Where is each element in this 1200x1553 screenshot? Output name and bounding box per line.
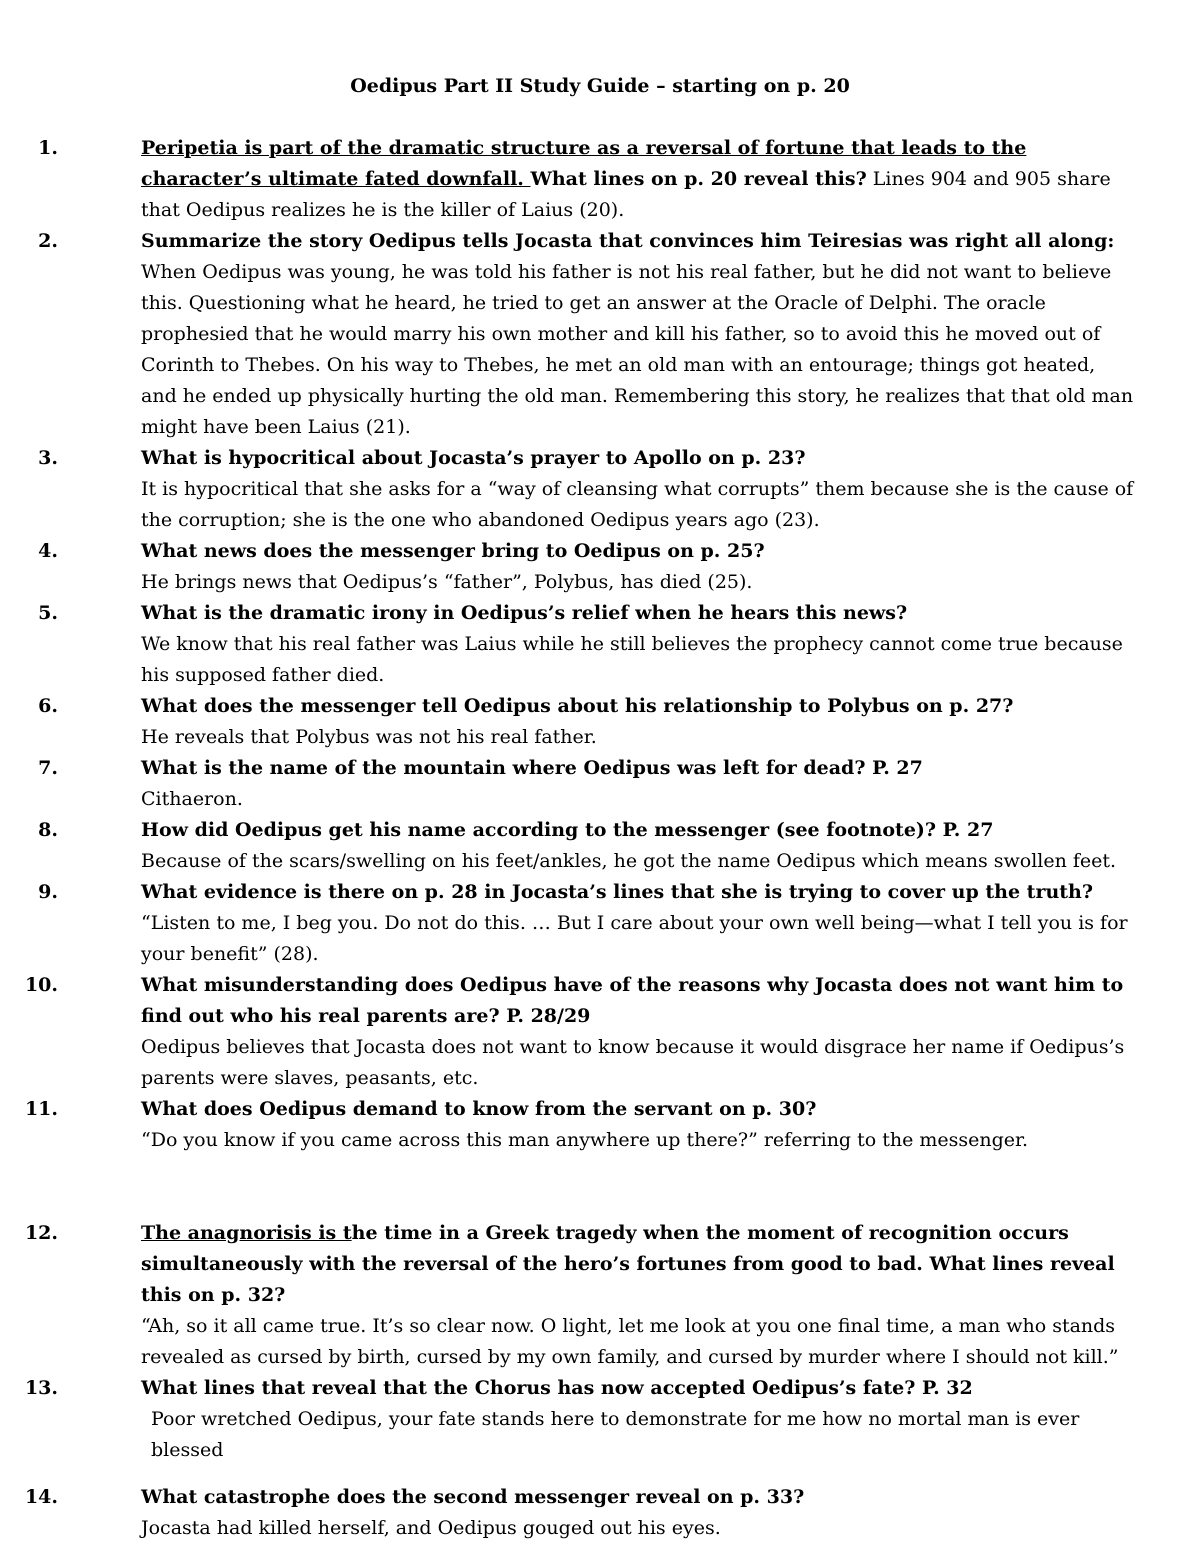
question: What lines on p. 20 reveal this?: [530, 168, 867, 190]
list-item: [0, 226, 1136, 443]
question: What does Oedipus demand to know from the servant on p. 30?: [141, 1098, 817, 1120]
answer: He reveals that Polybus was not his real father.: [141, 726, 597, 748]
question-underlined: The anagnorisis is t: [141, 1222, 352, 1244]
question: Summarize the story Oedipus tells Jocasta that convinces him Teiresias was right all along:: [141, 230, 1115, 252]
answer: Oedipus believes that Jocasta does not want to know because it would disgrace her name if Oedipus’s parents were slaves, peasants, etc.: [141, 1036, 1125, 1089]
answer: “Ah, so it all came true. It’s so clear now. O light, let me look at you one final time, a man who stands revealed as cursed by birth, cursed by my own family, and cursed by murder where I should not kill.”: [141, 1315, 1119, 1368]
list-item: [0, 1373, 1136, 1466]
question: How did Oedipus get his name according to the messenger (see footnote)? P. 27: [141, 819, 994, 841]
spacer: [0, 1466, 1200, 1482]
item-number: 12.: [24, 1222, 58, 1244]
question: What is the dramatic irony in Oedipus’s relief when he hears this news?: [141, 602, 908, 624]
item-number: 11.: [24, 1098, 58, 1120]
list-item: [0, 1218, 1136, 1373]
list-item: [0, 133, 1136, 226]
item-number: 9.: [38, 881, 58, 903]
answer: Cithaeron.: [141, 788, 243, 810]
page-title: Oedipus Part II Study Guide – starting on p. 20: [350, 75, 850, 97]
question: What is hypocritical about Jocasta’s prayer to Apollo on p. 23?: [141, 447, 806, 469]
answer: He brings news that Oedipus’s “father”, Polybus, has died (25).: [141, 571, 753, 593]
question: What catastrophe does the second messenger reveal on p. 33?: [141, 1486, 805, 1508]
question: What misunderstanding does Oedipus have of the reasons why Jocasta does not want him to find out who his real parents are? P. 28/29: [141, 974, 1124, 1027]
list-item: [0, 536, 1136, 598]
answer: Jocasta had killed herself, and Oedipus gouged out his eyes.: [141, 1517, 721, 1539]
item-number: 10.: [24, 974, 58, 996]
answer: “Listen to me, I beg you. Do not do this. … But I care about your own well being—what I tell you is for your benefit” (28).: [141, 912, 1128, 965]
list-item: [0, 753, 1136, 815]
answer: When Oedipus was young, he was told his father is not his real father, but he did not want to believe this. Questioning what he heard, he tried to get an answer at the Oracle of Delphi. The oracle prophesied that he would marry his own mother and kill his father, so to avoid this he moved out of Corinth to Thebes. On his way to Thebes, he met an old man with an entourage; things got heated, and he ended up physically hurting the old man. Remembering this story, he realizes that that old man might have been Laius (21).: [141, 261, 1134, 438]
spacer: [0, 1156, 1200, 1218]
list-item: [0, 443, 1136, 536]
question-underlined: Peripetia is part of the dramatic structure as a reversal of fortune that leads to the character’s ultimate fated downfall.: [141, 137, 1027, 190]
item-number: 1.: [38, 137, 58, 159]
item-number: 3.: [38, 447, 58, 469]
list-item: [0, 815, 1136, 877]
answer: Poor wretched Oedipus, your fate stands here to demonstrate for me how no mortal man is ever blessed: [151, 1408, 1080, 1461]
item-number: 6.: [38, 695, 58, 717]
item-number: 14.: [24, 1486, 58, 1508]
answer: It is hypocritical that she asks for a “way of cleansing what corrupts” them because she is the cause of the corruption; she is the one who abandoned Oedipus years ago (23).: [141, 478, 1134, 531]
item-number: 5.: [38, 602, 58, 624]
list-item: [0, 877, 1136, 970]
list-item: [0, 1482, 1136, 1544]
question-list: [0, 133, 1200, 1544]
answer: We know that his real father was Laius while he still believes the prophecy cannot come true because his supposed father died.: [141, 633, 1123, 686]
question: What news does the messenger bring to Oedipus on p. 25?: [141, 540, 765, 562]
question: What does the messenger tell Oedipus about his relationship to Polybus on p. 27?: [141, 695, 1014, 717]
answer: “Do you know if you came across this man anywhere up there?” referring to the messenger.: [141, 1129, 1029, 1151]
item-number: 8.: [38, 819, 58, 841]
answer: Lines 904 and 905 share that Oedipus realizes he is the killer of Laius (20).: [141, 168, 1111, 221]
question: What evidence is there on p. 28 in Jocasta’s lines that she is trying to cover up the truth?: [141, 881, 1093, 903]
answer: Because of the scars/swelling on his feet/ankles, he got the name Oedipus which means swollen feet.: [141, 850, 1117, 872]
question: What lines that reveal that the Chorus has now accepted Oedipus’s fate? P. 32: [141, 1377, 973, 1399]
item-number: 2.: [38, 230, 58, 252]
item-number: 7.: [38, 757, 58, 779]
list-item: [0, 1094, 1136, 1156]
item-number: 4.: [38, 540, 58, 562]
list-item: [0, 691, 1136, 753]
item-number: 13.: [24, 1377, 58, 1399]
question: he time in a Greek tragedy when the moment of recognition occurs simultaneously with the reversal of the hero’s fortunes from good to bad. What lines reveal this on p. 32?: [141, 1222, 1115, 1306]
question: What is the name of the mountain where Oedipus was left for dead? P. 27: [141, 757, 923, 779]
list-item: [0, 970, 1136, 1094]
list-item: [0, 598, 1136, 691]
